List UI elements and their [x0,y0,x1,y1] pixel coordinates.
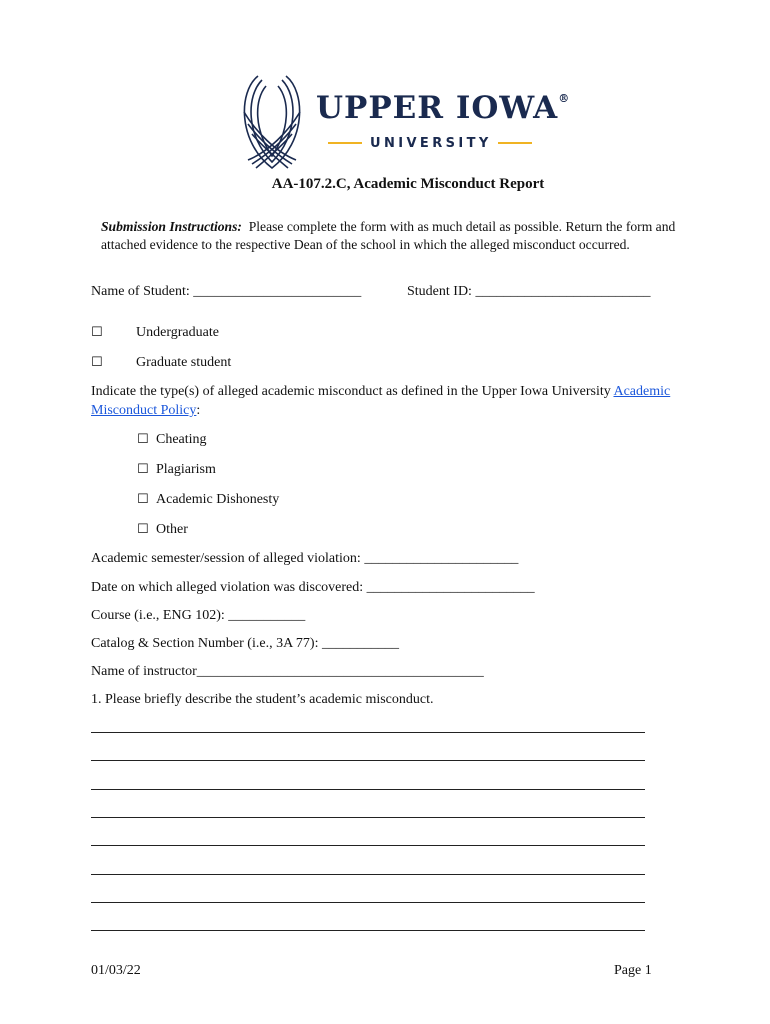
catalog-section-field[interactable] [91,636,399,652]
answer-line[interactable] [91,845,645,846]
answer-line[interactable] [91,902,645,903]
instructor-blank[interactable]: _________________________________________ [196,664,484,679]
answer-line[interactable] [91,874,645,875]
catalog-section-label: Catalog & Section Number (i.e., 3A 77): [91,636,319,651]
student-id-label: Student ID: [407,284,472,299]
date-discovered-field[interactable] [91,580,535,596]
question-1: 1. Please briefly describe the student’s academic misconduct. [91,692,434,707]
semester-blank[interactable]: ______________________ [364,551,519,566]
misconduct-intro-suffix: : [196,403,201,418]
cheating-checkbox[interactable]: ☐ [137,432,149,447]
student-id-blank[interactable]: _________________________ [475,284,651,299]
date-discovered-label: Date on which alleged violation was discovered: [91,580,364,595]
logo-wordmark [316,90,570,126]
undergraduate-label: Undergraduate [136,325,219,340]
policy-link-part2[interactable]: Misconduct Policy [91,403,197,418]
misconduct-intro-text: Indicate the type(s) of alleged academic misconduct as defined in the Upper Iowa University [91,384,614,399]
answer-line[interactable] [91,930,645,931]
gold-rule-right [498,142,532,144]
academic-dishonesty-checkbox[interactable]: ☐ [137,492,149,507]
university-logo [236,72,308,172]
course-blank[interactable]: ___________ [228,608,306,623]
instructions-text: Please complete the form with as much detail as possible. Return the form and attached evidence to the respective Dean of the school in which the alleged misconduct occurred. [101,219,676,252]
answer-line[interactable] [91,732,645,733]
form-title: AA-107.2.C, Academic Misconduct Report [271,176,545,192]
student-name-label: Name of Student: [91,284,190,299]
instructor-label: Name of instructor [91,664,197,679]
student-name-field[interactable] [91,284,361,300]
plagiarism-label: Plagiarism [156,462,216,477]
footer-page-number: Page 1 [614,963,652,978]
academic-dishonesty-label: Academic Dishonesty [156,492,280,507]
semester-field[interactable] [91,551,518,567]
graduate-label: Graduate student [136,355,232,370]
instructor-field[interactable] [91,664,484,680]
course-field[interactable] [91,608,305,624]
plagiarism-checkbox[interactable]: ☐ [137,462,149,477]
date-discovered-blank[interactable]: ________________________ [366,580,535,595]
undergraduate-checkbox[interactable]: ☐ [91,325,103,340]
registered-mark: ® [558,92,571,105]
semester-label: Academic semester/session of alleged violation: [91,551,361,566]
cheating-label: Cheating [156,432,207,447]
submission-instructions [101,218,681,254]
answer-line[interactable] [91,760,645,761]
misconduct-intro-line1 [91,384,670,400]
footer-date: 01/03/22 [91,963,141,978]
policy-link-part1[interactable]: Academic [613,384,671,399]
other-label: Other [156,522,188,537]
student-name-blank[interactable]: ________________________ [193,284,362,299]
logo-subtitle: UNIVERSITY [370,135,492,151]
answer-line[interactable] [91,817,645,818]
gold-rule-left [328,142,362,144]
logo-name: UPPER IOWA [316,90,559,126]
other-checkbox[interactable]: ☐ [137,522,149,537]
graduate-checkbox[interactable]: ☐ [91,355,103,370]
course-label: Course (i.e., ENG 102): [91,608,225,623]
logo-subtitle-row [328,133,532,153]
student-id-field[interactable] [407,284,650,300]
instructions-label: Submission Instructions: [101,219,242,234]
answer-line[interactable] [91,789,645,790]
catalog-section-blank[interactable]: ___________ [321,636,399,651]
misconduct-intro-line2 [91,403,200,419]
